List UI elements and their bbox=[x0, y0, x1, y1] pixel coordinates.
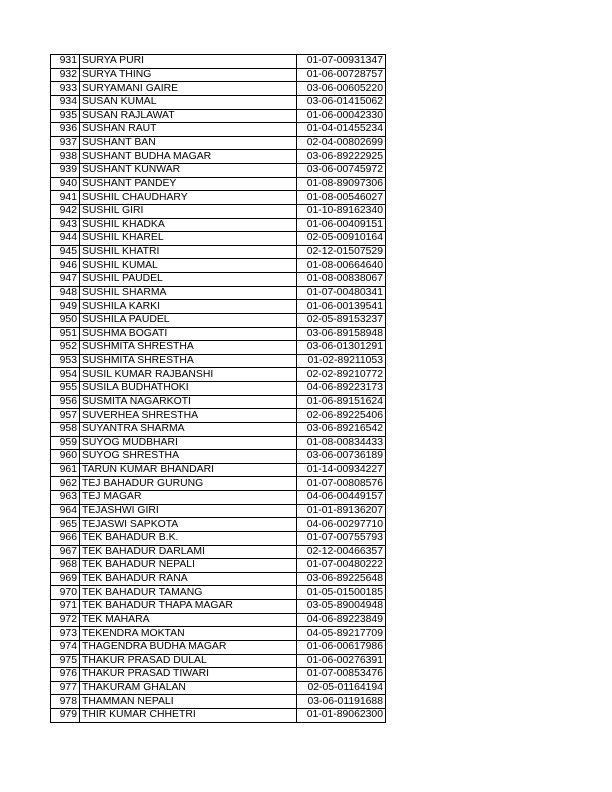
name-cell: SUSHANT KUNWAR bbox=[80, 164, 297, 178]
name-cell: SUSHAN RAUT bbox=[80, 123, 297, 137]
code-cell: 01-08-00664640 bbox=[297, 259, 386, 273]
serial-number-cell: 949 bbox=[51, 300, 80, 314]
table-row bbox=[51, 327, 386, 341]
serial-number-cell: 952 bbox=[51, 341, 80, 355]
code-cell: 03-06-00736189 bbox=[297, 450, 386, 464]
code-cell: 02-05-01164194 bbox=[297, 681, 386, 695]
table-row bbox=[51, 68, 386, 82]
document-page bbox=[50, 54, 386, 723]
table-row bbox=[51, 368, 386, 382]
table-row bbox=[51, 709, 386, 723]
name-cell: THAKURAM GHALAN bbox=[80, 681, 297, 695]
table-row bbox=[51, 422, 386, 436]
name-cell: TEJASHWI GIRI bbox=[80, 504, 297, 518]
code-cell: 03-06-00605220 bbox=[297, 82, 386, 96]
table-row bbox=[51, 463, 386, 477]
code-cell: 02-12-01507529 bbox=[297, 245, 386, 259]
code-cell: 03-06-89222925 bbox=[297, 150, 386, 164]
serial-number-cell: 979 bbox=[51, 709, 80, 723]
code-cell: 01-06-00728757 bbox=[297, 68, 386, 82]
code-cell: 01-06-00276391 bbox=[297, 654, 386, 668]
serial-number-cell: 947 bbox=[51, 273, 80, 287]
serial-number-cell: 938 bbox=[51, 150, 80, 164]
serial-number-cell: 965 bbox=[51, 518, 80, 532]
table-row bbox=[51, 218, 386, 232]
name-cell: SUVERHEA SHRESTHA bbox=[80, 409, 297, 423]
table-row bbox=[51, 586, 386, 600]
serial-number-cell: 964 bbox=[51, 504, 80, 518]
serial-number-cell: 972 bbox=[51, 613, 80, 627]
table-row bbox=[51, 136, 386, 150]
table-row bbox=[51, 164, 386, 178]
name-cell: SUSHIL KHADKA bbox=[80, 218, 297, 232]
name-cell: SUSIL KUMAR RAJBANSHI bbox=[80, 368, 297, 382]
code-cell: 01-06-89151624 bbox=[297, 395, 386, 409]
name-cell: THAKUR PRASAD DULAL bbox=[80, 654, 297, 668]
name-cell: TEK MAHARA bbox=[80, 613, 297, 627]
serial-number-cell: 957 bbox=[51, 409, 80, 423]
name-cell: TEK BAHADUR TAMANG bbox=[80, 586, 297, 600]
code-cell: 02-12-00466357 bbox=[297, 545, 386, 559]
code-cell: 01-07-00931347 bbox=[297, 55, 386, 69]
name-cell: TEK BAHADUR B.K. bbox=[80, 531, 297, 545]
code-cell: 04-06-89223849 bbox=[297, 613, 386, 627]
code-cell: 01-02-89211053 bbox=[297, 354, 386, 368]
name-cell: TEKENDRA MOKTAN bbox=[80, 627, 297, 641]
table-row bbox=[51, 232, 386, 246]
serial-number-cell: 946 bbox=[51, 259, 80, 273]
name-cell: SUSAN KUMAL bbox=[80, 95, 297, 109]
code-cell: 01-07-00853476 bbox=[297, 668, 386, 682]
table-row bbox=[51, 504, 386, 518]
serial-number-cell: 942 bbox=[51, 204, 80, 218]
code-cell: 02-05-89153237 bbox=[297, 313, 386, 327]
table-row bbox=[51, 95, 386, 109]
name-cell: SUSHILA KARKI bbox=[80, 300, 297, 314]
code-cell: 03-06-01301291 bbox=[297, 341, 386, 355]
table-row bbox=[51, 313, 386, 327]
name-cell: SUSHIL CHAUDHARY bbox=[80, 191, 297, 205]
serial-number-cell: 970 bbox=[51, 586, 80, 600]
table-row bbox=[51, 436, 386, 450]
table-row bbox=[51, 273, 386, 287]
code-cell: 04-06-89223173 bbox=[297, 382, 386, 396]
table-row bbox=[51, 613, 386, 627]
serial-number-cell: 969 bbox=[51, 572, 80, 586]
serial-number-cell: 941 bbox=[51, 191, 80, 205]
serial-number-cell: 933 bbox=[51, 82, 80, 96]
table-row bbox=[51, 55, 386, 69]
table-row bbox=[51, 559, 386, 573]
table-row bbox=[51, 150, 386, 164]
table-row bbox=[51, 654, 386, 668]
name-cell: TEK BAHADUR RANA bbox=[80, 572, 297, 586]
serial-number-cell: 960 bbox=[51, 450, 80, 464]
name-cell: TEK BAHADUR NEPALI bbox=[80, 559, 297, 573]
table-row bbox=[51, 640, 386, 654]
table-row bbox=[51, 545, 386, 559]
code-cell: 03-05-89004948 bbox=[297, 600, 386, 614]
name-cell: SUSHMA BOGATI bbox=[80, 327, 297, 341]
serial-number-cell: 959 bbox=[51, 436, 80, 450]
serial-number-cell: 966 bbox=[51, 531, 80, 545]
code-cell: 01-08-00834433 bbox=[297, 436, 386, 450]
code-cell: 01-07-00755793 bbox=[297, 531, 386, 545]
code-cell: 03-06-89158948 bbox=[297, 327, 386, 341]
name-cell: SURYA THING bbox=[80, 68, 297, 82]
code-cell: 04-06-00449157 bbox=[297, 491, 386, 505]
code-cell: 03-06-00745972 bbox=[297, 164, 386, 178]
code-cell: 01-10-89162340 bbox=[297, 204, 386, 218]
serial-number-cell: 939 bbox=[51, 164, 80, 178]
name-cell: SUSHIL PAUDEL bbox=[80, 273, 297, 287]
name-cell: TEK BAHADUR DARLAMI bbox=[80, 545, 297, 559]
code-cell: 01-07-00480341 bbox=[297, 286, 386, 300]
serial-number-cell: 950 bbox=[51, 313, 80, 327]
table-row bbox=[51, 245, 386, 259]
table-row bbox=[51, 518, 386, 532]
records-table bbox=[50, 54, 386, 723]
code-cell: 02-04-00802699 bbox=[297, 136, 386, 150]
serial-number-cell: 936 bbox=[51, 123, 80, 137]
serial-number-cell: 954 bbox=[51, 368, 80, 382]
code-cell: 01-04-01455234 bbox=[297, 123, 386, 137]
name-cell: SUSHIL KUMAL bbox=[80, 259, 297, 273]
serial-number-cell: 955 bbox=[51, 382, 80, 396]
name-cell: TEJ BAHADUR GURUNG bbox=[80, 477, 297, 491]
name-cell: TARUN KUMAR BHANDARI bbox=[80, 463, 297, 477]
name-cell: THAKUR PRASAD TIWARI bbox=[80, 668, 297, 682]
serial-number-cell: 958 bbox=[51, 422, 80, 436]
name-cell: SUYOG SHRESTHA bbox=[80, 450, 297, 464]
serial-number-cell: 956 bbox=[51, 395, 80, 409]
table-row bbox=[51, 627, 386, 641]
serial-number-cell: 937 bbox=[51, 136, 80, 150]
serial-number-cell: 963 bbox=[51, 491, 80, 505]
table-row bbox=[51, 354, 386, 368]
code-cell: 01-06-00139541 bbox=[297, 300, 386, 314]
serial-number-cell: 944 bbox=[51, 232, 80, 246]
table-row bbox=[51, 123, 386, 137]
serial-number-cell: 948 bbox=[51, 286, 80, 300]
table-row bbox=[51, 668, 386, 682]
table-row bbox=[51, 491, 386, 505]
serial-number-cell: 976 bbox=[51, 668, 80, 682]
code-cell: 01-06-00617986 bbox=[297, 640, 386, 654]
table-row bbox=[51, 695, 386, 709]
serial-number-cell: 968 bbox=[51, 559, 80, 573]
code-cell: 01-07-00480222 bbox=[297, 559, 386, 573]
code-cell: 04-06-00297710 bbox=[297, 518, 386, 532]
table-row bbox=[51, 450, 386, 464]
table-row bbox=[51, 382, 386, 396]
serial-number-cell: 961 bbox=[51, 463, 80, 477]
code-cell: 01-06-00409151 bbox=[297, 218, 386, 232]
name-cell: SUSHANT BUDHA MAGAR bbox=[80, 150, 297, 164]
name-cell: SUSILA BUDHATHOKI bbox=[80, 382, 297, 396]
name-cell: SUSHANT BAN bbox=[80, 136, 297, 150]
serial-number-cell: 962 bbox=[51, 477, 80, 491]
code-cell: 01-01-89136207 bbox=[297, 504, 386, 518]
table-row bbox=[51, 409, 386, 423]
table-row bbox=[51, 300, 386, 314]
serial-number-cell: 951 bbox=[51, 327, 80, 341]
code-cell: 03-06-89225648 bbox=[297, 572, 386, 586]
serial-number-cell: 931 bbox=[51, 55, 80, 69]
code-cell: 04-05-89217709 bbox=[297, 627, 386, 641]
table-row bbox=[51, 109, 386, 123]
table-row bbox=[51, 259, 386, 273]
table-row bbox=[51, 204, 386, 218]
code-cell: 02-02-89210772 bbox=[297, 368, 386, 382]
name-cell: THAGENDRA BUDHA MAGAR bbox=[80, 640, 297, 654]
name-cell: SURYA PURI bbox=[80, 55, 297, 69]
table-row bbox=[51, 477, 386, 491]
name-cell: SUSHMITA SHRESTHA bbox=[80, 341, 297, 355]
table-row bbox=[51, 341, 386, 355]
table-row bbox=[51, 177, 386, 191]
serial-number-cell: 967 bbox=[51, 545, 80, 559]
serial-number-cell: 934 bbox=[51, 95, 80, 109]
code-cell: 01-08-89097306 bbox=[297, 177, 386, 191]
name-cell: SUSHIL GIRI bbox=[80, 204, 297, 218]
name-cell: SUSAN RAJLAWAT bbox=[80, 109, 297, 123]
table-row bbox=[51, 681, 386, 695]
name-cell: SURYAMANI GAIRE bbox=[80, 82, 297, 96]
code-cell: 01-01-89062300 bbox=[297, 709, 386, 723]
name-cell: THIR KUMAR CHHETRI bbox=[80, 709, 297, 723]
name-cell: TEK BAHADUR THAPA MAGAR bbox=[80, 600, 297, 614]
code-cell: 01-07-00808576 bbox=[297, 477, 386, 491]
serial-number-cell: 973 bbox=[51, 627, 80, 641]
name-cell: SUSMITA NAGARKOTI bbox=[80, 395, 297, 409]
table-row bbox=[51, 572, 386, 586]
code-cell: 01-06-00042330 bbox=[297, 109, 386, 123]
table-row bbox=[51, 395, 386, 409]
code-cell: 01-08-00838067 bbox=[297, 273, 386, 287]
serial-number-cell: 935 bbox=[51, 109, 80, 123]
serial-number-cell: 932 bbox=[51, 68, 80, 82]
serial-number-cell: 943 bbox=[51, 218, 80, 232]
code-cell: 02-05-00910164 bbox=[297, 232, 386, 246]
name-cell: SUYANTRA SHARMA bbox=[80, 422, 297, 436]
table-row bbox=[51, 191, 386, 205]
name-cell: SUSHIL SHARMA bbox=[80, 286, 297, 300]
code-cell: 03-06-01191688 bbox=[297, 695, 386, 709]
serial-number-cell: 978 bbox=[51, 695, 80, 709]
name-cell: SUSHIL KHAREL bbox=[80, 232, 297, 246]
code-cell: 03-06-89216542 bbox=[297, 422, 386, 436]
name-cell: SUYOG MUDBHARI bbox=[80, 436, 297, 450]
serial-number-cell: 971 bbox=[51, 600, 80, 614]
code-cell: 01-08-00546027 bbox=[297, 191, 386, 205]
name-cell: THAMMAN NEPALI bbox=[80, 695, 297, 709]
table-row bbox=[51, 600, 386, 614]
serial-number-cell: 975 bbox=[51, 654, 80, 668]
table-row bbox=[51, 286, 386, 300]
name-cell: TEJASWI SAPKOTA bbox=[80, 518, 297, 532]
code-cell: 01-05-01500185 bbox=[297, 586, 386, 600]
code-cell: 03-06-01415062 bbox=[297, 95, 386, 109]
serial-number-cell: 977 bbox=[51, 681, 80, 695]
serial-number-cell: 953 bbox=[51, 354, 80, 368]
name-cell: SUSHANT PANDEY bbox=[80, 177, 297, 191]
serial-number-cell: 974 bbox=[51, 640, 80, 654]
code-cell: 01-14-00934227 bbox=[297, 463, 386, 477]
serial-number-cell: 940 bbox=[51, 177, 80, 191]
code-cell: 02-06-89225406 bbox=[297, 409, 386, 423]
name-cell: TEJ MAGAR bbox=[80, 491, 297, 505]
table-row bbox=[51, 531, 386, 545]
name-cell: SUSHMITA SHRESTHA bbox=[80, 354, 297, 368]
name-cell: SUSHIL KHATRI bbox=[80, 245, 297, 259]
table-row bbox=[51, 82, 386, 96]
name-cell: SUSHILA PAUDEL bbox=[80, 313, 297, 327]
records-table-body bbox=[51, 55, 386, 723]
serial-number-cell: 945 bbox=[51, 245, 80, 259]
